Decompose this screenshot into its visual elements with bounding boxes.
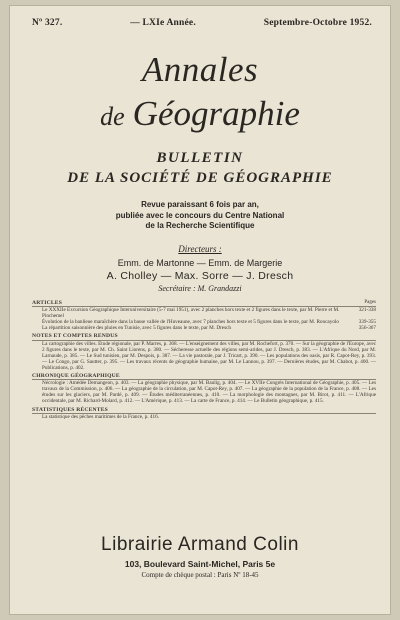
articles-heading: ARTICLES: [32, 300, 376, 307]
title-annales: Annales: [141, 50, 259, 89]
directeurs-line-1: Emm. de Martonne — Emm. de Margerie: [117, 258, 283, 268]
directeurs-heading: Directeurs :: [178, 244, 222, 254]
notes-heading: NOTES ET COMPTES RENDUS: [32, 333, 376, 340]
title-geographie-line: [10, 94, 390, 134]
notes-text: La cartographie des villes. Etude régionale, par P. Marres, p. 368. — L'enseignement des villes, par M. Rochefort, p. 370. — Sur la géographie de l'Europe, avec 2 figures dans le texte, par M. Ch. Saint Liorens, p. 380. — Sécheresse actuelle des régions semi-arides, par J. Dresch, p. 383. — L'Afrique du Nord, par M. Larnaude, p. 385. — Le Sud tunisien, par M. Despois, p. 387. — La vie pastorale, par J. Tricart, p. 390. — Les populations des oasis, par R. Capot-Rey, p. 393. — Le Congo, par G. Sautter, p. 395. — Les travaux récents de géographie humaine, par M. Le Lannou, p. 397. — Dernières études, par M. Chabot, p. 400. — Publications, p. 402.: [42, 340, 376, 371]
bulletin-title: BULLETIN: [156, 150, 244, 166]
toc-article-pages: 339-355: [358, 319, 376, 326]
toc-article: [32, 325, 376, 331]
revue-description: [10, 200, 390, 232]
toc-article-text: Évolution de la banlieue maraîchère dans la basse vallée de l'Huveaune, avec 7 planches hors texte et 5 figures dans le texte, par M. Roncayolo: [42, 319, 339, 326]
toc-article: [32, 307, 376, 319]
pages-label: Pages: [364, 300, 376, 305]
issue-line: [32, 18, 372, 28]
revue-line-1: Revue paraissant 6 fois par an,: [141, 200, 259, 209]
toc-article-text: Le XXXIIe Excursion Géographique Interuniversitaire (5-7 mai 1951), avec 2 planches hors texte et 2 figures dans le texte, par M. Pierre et M. Pinchemel: [42, 307, 340, 320]
chronique-heading: CHRONIQUE GÉOGRAPHIQUE: [32, 373, 376, 380]
statistiques-text: La statistique des pêches maritimes de la France, p. 416.: [42, 413, 159, 420]
issue-number: Nº 327.: [32, 18, 63, 28]
revue-line-3: de la Recherche Scientifique: [145, 221, 255, 230]
publisher-address: 103, Boulevard Saint-Michel, Paris 5e: [124, 559, 276, 569]
issue-date: Septembre-Octobre 1952.: [263, 18, 372, 28]
toc-article-pages: 356-367: [358, 325, 376, 332]
journal-cover: [10, 6, 390, 614]
publisher-name: Librairie Armand Colin: [101, 534, 299, 555]
table-of-contents: [32, 298, 376, 420]
directeurs-line-2: A. Cholley — Max. Sorre — J. Dresch: [106, 270, 294, 282]
title-geographie: Géographie: [132, 94, 300, 133]
issue-year: — LXIe Année.: [130, 18, 196, 28]
chronique-text: Nécrologie : Amédée Demangeon, p. 403. — La géographie physique, par M. Baulig, p. 404. — Le XVIIe Congrès International de Géographie, p. 405. — Les travaux de la Commission, p. 406. — La géographie de la circulation, par M. Capot-Rey, p. 407. — La géographie de la population de la France, p. 408. — Les études sur les glaciers, par M. Pardé, p. 409. — Études méditerranéennes, p. 410. — La morphologie des montagnes, par M. Birot, p. 411. — L'Afrique occidentale, par M. Richard-Molard, p. 412. — L'Amérique, p. 413. — La carte de France, p. 414. — Le Bulletin géographique, p. 415.: [42, 380, 376, 405]
societe-title: DE LA SOCIÉTÉ DE GÉOGRAPHIE: [67, 170, 333, 186]
toc-article-text: La répartition saisonnière des pluies en Tunisie, avec 5 figures dans le texte, par M. Dresch: [42, 325, 232, 332]
statistiques-heading: STATISTIQUES RÉCENTES: [32, 407, 376, 414]
publisher-ccp: Compte de chèque postal : Paris Nº 18-45: [141, 571, 259, 579]
secretaire: Secrétaire : M. Grandazzi: [158, 284, 242, 293]
revue-line-2: publiée avec le concours du Centre National: [115, 210, 285, 220]
title-de: de: [100, 102, 125, 131]
toc-article-pages: 321-338: [358, 307, 376, 314]
